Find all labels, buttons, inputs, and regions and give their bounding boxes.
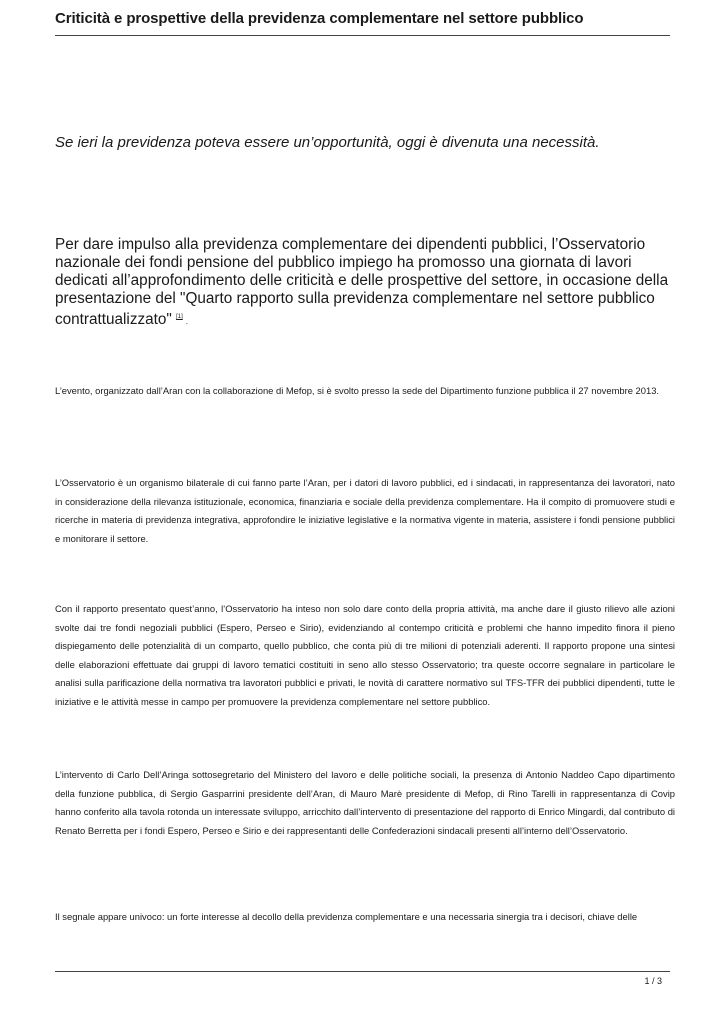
body-paragraph-1: L’evento, organizzato dall’Aran con la collaborazione di Mefop, si è svolto presso la sede del Dipartimento funzione pubblica il 27 novembre 2013. (55, 385, 660, 396)
page-number: 1 / 3 (644, 976, 662, 986)
body-paragraph-4: L’intervento di Carlo Dell’Aringa sottosegretario del Ministero del lavoro e delle politiche sociali, la presenza di Antonio Naddeo Capo dipartimento della funzione pubblica, di Sergio Gasparrini presidente dell’Aran, di Mauro Marè presidente di Mefop, di Rino Tarelli in rappresentanza di Covip hanno conferito alla tavola rotonda un interessate sviluppo, arricchito dall’intervento di presentazione del rapporto di Enrico Mingardi, dal contributo di Renato Berretta per i fondi Espero, Perseo e Sirio e dei rappresentanti delle Confederazioni sindacali presenti all’interno dell’Osservatorio. (55, 769, 675, 836)
page-title: Criticità e prospettive della previdenza complementare nel settore pubblico (55, 10, 584, 27)
body-paragraph-5: Il segnale appare univoco: un forte interesse al decollo della previdenza complementare e una necessaria sinergia tra i decisori, chiave delle (55, 911, 638, 922)
footnote-link[interactable]: [1] (176, 314, 183, 320)
lead-text: Per dare impulso alla previdenza complementare dei dipendenti pubblici, l’Osservatorio nazionale dei fondi pensione del pubblico impiego ha promosso una giornata di lavori dedicati all’approfondimento delle criticità e delle prospettive del settore, in occasione della presentazione del "Quarto rapporto sulla previdenza complementare nel settore pubblico contrattualizzato" (55, 236, 669, 329)
body-paragraph-2: L’Osservatorio è un organismo bilaterale di cui fanno parte l’Aran, per i datori di lavoro pubblici, ed i sindacati, in rappresentanza dei lavoratori, nato in considerazione della rilevanza istituzionale, economica, finanziaria e sociale della previdenza complementare. Ha il compito di promuovere studi e ricerche in materia di previdenza integrativa, approfondire le iniziative legislative e la normativa vigente in materia, assistere i fondi pensione pubblici e monitorare il settore. (55, 477, 675, 544)
footer-divider (55, 971, 670, 972)
subtitle: Se ieri la previdenza poteva essere un’opportunità, oggi è divenuta una necessità. (55, 134, 600, 151)
lead-paragraph (55, 236, 675, 331)
header-divider (55, 35, 670, 36)
body-paragraph-3: Con il rapporto presentato quest’anno, l’Osservatorio ha inteso non solo dare conto della propria attività, ma anche dare il giusto rilievo alle azioni svolte dai tre fondi negoziali pubblici (Espero, Perseo e Sirio), evidenziando al contempo criticità e problemi che hanno impedito finora il pieno dispiegamento delle potenzialità di un comparto, quello pubblico, che conta più di tre milioni di potenziali aderenti. Il rapporto propone una sintesi delle elaborazioni effettuate dai gruppi di lavoro tematici costituiti in seno allo stesso Osservatorio; tra queste occorre segnalare in particolare le analisi sulla parificazione della normativa tra lavoratori pubblici e privati, le novità di carattere normativo sul TFS-TFR dei pubblici dipendenti, tutte le iniziative e le attività messe in campo per promuovere la previdenza complementare nel settore pubblico. (55, 603, 675, 707)
lead-end: . (185, 317, 188, 327)
